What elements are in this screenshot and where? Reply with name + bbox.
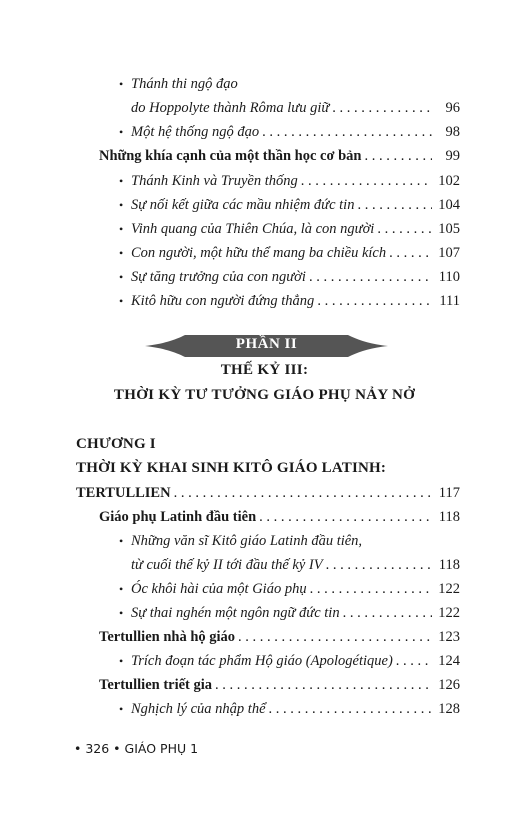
toc-entry[interactable] [119, 267, 460, 287]
toc-entry[interactable] [119, 651, 460, 671]
toc-entry-title: Sự tăng trưởng của con người [131, 269, 306, 285]
toc-entry[interactable] [119, 579, 460, 599]
bullet-icon: • [119, 294, 124, 308]
bullet-icon: • [119, 702, 124, 716]
toc-entry[interactable] [99, 627, 460, 647]
toc-entry-title: từ cuối thế kỷ II tới đầu thế kỷ IV [131, 557, 323, 573]
leader-dots [389, 243, 432, 263]
toc-entry[interactable] [119, 195, 460, 215]
leader-dots [317, 291, 432, 311]
leader-dots [310, 579, 432, 599]
part-label: PHẦN II [235, 336, 298, 352]
toc-entry-page: 118 [438, 557, 460, 573]
leader-dots [309, 267, 432, 287]
toc-entry-title: do Hoppolyte thành Rôma lưu giữ [131, 100, 330, 116]
toc-entry[interactable] [131, 98, 460, 118]
toc-entry-title: Nghịch lý của nhập thể [131, 701, 266, 717]
bullet-icon: • [119, 222, 124, 236]
leader-dots [332, 98, 432, 118]
bullet-icon: • [119, 606, 124, 620]
toc-entry-title: Giáo phụ Latinh đầu tiên [99, 509, 257, 525]
toc-entry-title: Một hệ thống ngộ đạo [131, 124, 260, 140]
toc-entry-title: Những văn sĩ Kitô giáo Latinh đầu tiên, [131, 533, 363, 549]
toc-entry-title: TERTULLIEN [76, 485, 171, 501]
toc-entry-page: 99 [445, 148, 460, 164]
toc-entry[interactable] [119, 291, 460, 311]
toc-entry-page: 104 [438, 197, 460, 213]
toc-entry[interactable] [119, 74, 460, 94]
toc-entry-title: Kitô hữu con người đứng thẳng [131, 293, 315, 309]
toc-entry[interactable] [119, 603, 460, 623]
leader-dots [326, 555, 432, 575]
toc-entry[interactable] [119, 122, 460, 142]
toc-entry-page: 118 [438, 509, 460, 525]
toc-entry-title: Tertullien nhà hộ giáo [99, 629, 236, 645]
toc-entry-page: 126 [438, 677, 460, 693]
toc-entry[interactable] [119, 531, 460, 551]
bullet-icon: • [119, 125, 124, 139]
leader-dots [377, 219, 432, 239]
bullet-icon: • [119, 270, 124, 284]
leader-dots [301, 171, 432, 191]
toc-entry-page: 110 [438, 269, 460, 285]
toc-entry-page: 107 [438, 245, 460, 261]
leader-dots [174, 483, 432, 503]
bullet-icon: • [119, 198, 124, 212]
toc-entry[interactable] [119, 243, 460, 263]
toc-entry[interactable] [99, 507, 460, 527]
bullet-icon: • [119, 77, 124, 91]
toc-entry-page: 96 [445, 100, 460, 116]
toc-entry[interactable] [99, 146, 460, 166]
leader-dots [364, 146, 432, 166]
toc-entry-page: 122 [438, 581, 460, 597]
toc-entry-title: Thánh thi ngộ đạo [131, 76, 238, 92]
leader-dots [238, 627, 432, 647]
toc-entry-page: 102 [438, 173, 460, 189]
toc-entry-title: Vinh quang của Thiên Chúa, là con người [131, 221, 375, 237]
leader-dots [343, 603, 432, 623]
toc-entry-page: 128 [438, 701, 460, 717]
toc-entry[interactable] [131, 555, 460, 575]
toc-entry-title: Thánh Kinh và Truyền thống [131, 173, 298, 189]
bullet-icon: • [119, 246, 124, 260]
toc-entry-title: Trích đoạn tác phẩm Hộ giáo (Apologétique) [131, 653, 393, 669]
toc-entry-page: 105 [438, 221, 460, 237]
toc-entry-title: Con người, một hữu thể mang ba chiều kích [131, 245, 387, 261]
page-footer: • 326 • GIÁO PHỤ 1 [74, 741, 199, 756]
toc-entry[interactable] [76, 483, 460, 503]
toc-entry-page: 123 [438, 629, 460, 645]
toc-entry-page: 122 [438, 605, 460, 621]
bullet-icon: • [119, 582, 124, 596]
toc-entry-title: Tertullien triết gia [99, 677, 213, 693]
part-subtitle: THẾ KỶ III: [220, 362, 309, 378]
toc-entry-page: 111 [439, 293, 460, 309]
leader-dots [262, 122, 432, 142]
leader-dots [269, 699, 432, 719]
leader-dots [259, 507, 432, 527]
toc-entry-title: Sự nối kết giữa các mầu nhiệm đức tin [131, 197, 355, 213]
toc-entry-page: 117 [438, 485, 460, 501]
toc-entry[interactable] [119, 171, 460, 191]
bullet-icon: • [119, 174, 124, 188]
leader-dots [396, 651, 432, 671]
part-banner [145, 334, 388, 358]
toc-entry[interactable] [119, 699, 460, 719]
toc-entry-title: Những khía cạnh của một thần học cơ bản [99, 148, 362, 164]
part-title: THỜI KỲ TƯ TƯỞNG GIÁO PHỤ NẢY NỞ [113, 387, 416, 403]
chapter-title: THỜI KỲ KHAI SINH KITÔ GIÁO LATINH: [76, 460, 387, 476]
leader-dots [215, 675, 432, 695]
leader-dots [357, 195, 432, 215]
bullet-icon: • [119, 654, 124, 668]
toc-entry[interactable] [99, 675, 460, 695]
bullet-icon: • [119, 534, 124, 548]
toc-entry-page: 98 [445, 124, 460, 140]
toc-entry-title: Sự thai nghén một ngôn ngữ đức tin [131, 605, 340, 621]
toc-entry[interactable] [119, 219, 460, 239]
toc-entry-title: Óc khôi hài của một Giáo phụ [131, 581, 307, 597]
toc-entry-page: 124 [438, 653, 460, 669]
chapter-label: CHƯƠNG I [76, 436, 156, 452]
